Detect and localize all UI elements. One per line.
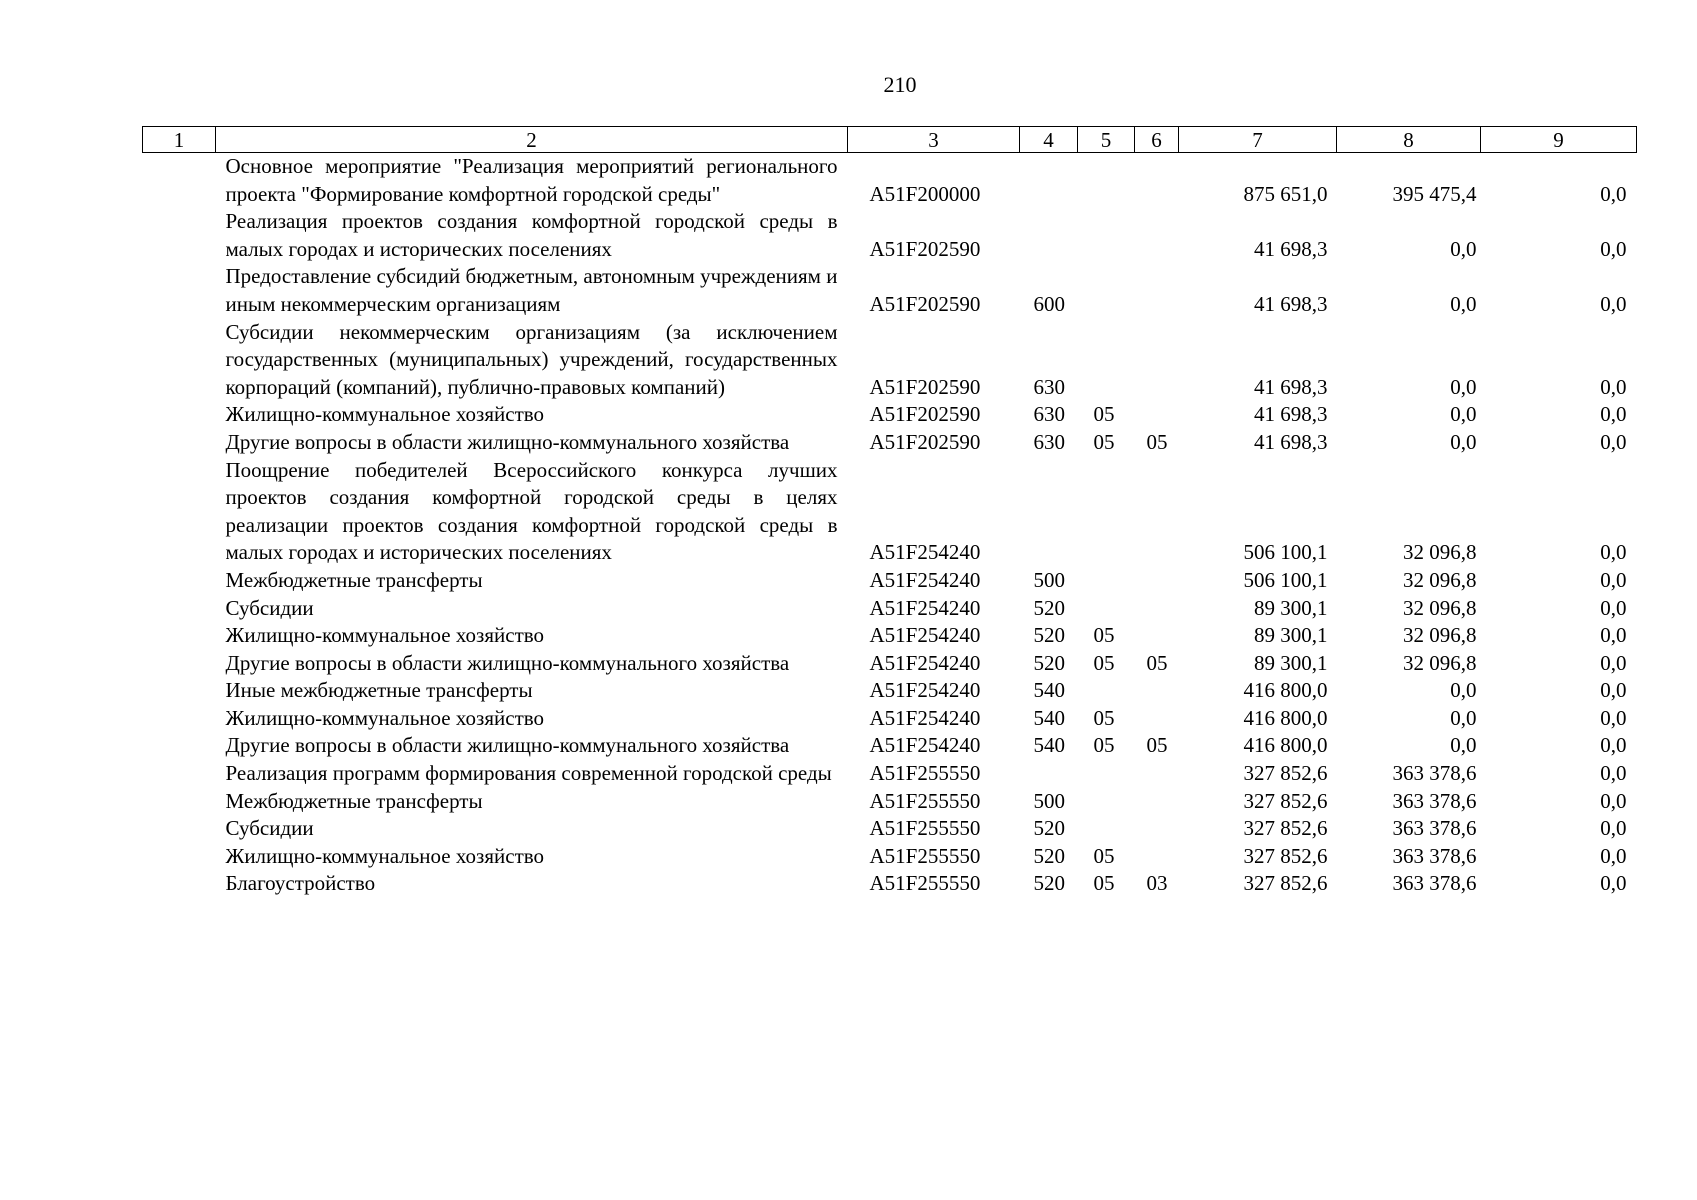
row-amount-2-cell: 0,0 bbox=[1450, 678, 1477, 703]
table-row bbox=[143, 153, 1637, 209]
row-name-cell: Основное мероприятие "Реализация мероприятий регионального проекта "Формирование комфортной городской среды" bbox=[225, 154, 838, 206]
row-code-cell: А51F254240 bbox=[869, 733, 981, 758]
row-code-cell: А51F254240 bbox=[869, 705, 981, 730]
row-amount-1-cell: 327 852,6 bbox=[1243, 816, 1328, 841]
row-name-cell: Реализация проектов создания комфортной городской среды в малых городах и исторических поселениях bbox=[225, 209, 838, 261]
row-amount-2-cell: 363 378,6 bbox=[1392, 816, 1477, 841]
row-amount-1-cell: 416 800,0 bbox=[1243, 678, 1328, 703]
row-name-cell: Жилищно-коммунальное хозяйство bbox=[225, 705, 545, 730]
row-vr-cell bbox=[1020, 208, 1078, 263]
row-code-cell: А51F202590 bbox=[869, 429, 981, 454]
row-index-cell bbox=[143, 622, 216, 650]
row-name-cell: Субсидии bbox=[225, 595, 314, 620]
row-index-cell bbox=[143, 705, 216, 733]
row-code-cell: А51F255550 bbox=[869, 816, 981, 841]
row-amount-2-cell: 32 096,8 bbox=[1403, 650, 1477, 675]
row-pr-cell: 05 bbox=[1146, 429, 1168, 454]
row-pr-cell bbox=[1135, 705, 1179, 733]
col-header-4: 4 bbox=[1020, 127, 1078, 153]
row-index-cell bbox=[143, 870, 216, 898]
row-name-cell: Межбюджетные трансферты bbox=[225, 567, 483, 592]
col-header-7: 7 bbox=[1179, 127, 1337, 153]
row-amount-2-cell: 0,0 bbox=[1450, 236, 1477, 261]
row-vr-cell bbox=[1020, 760, 1078, 788]
row-rz-cell bbox=[1078, 815, 1135, 843]
row-vr-cell bbox=[1020, 153, 1078, 209]
row-rz-cell bbox=[1078, 208, 1135, 263]
row-name-cell: Жилищно-коммунальное хозяйство bbox=[225, 623, 545, 648]
row-code-cell: А51F202590 bbox=[869, 402, 981, 427]
row-vr-cell: 630 bbox=[1033, 374, 1065, 399]
row-amount-1-cell: 41 698,3 bbox=[1254, 374, 1328, 399]
row-amount-2-cell: 32 096,8 bbox=[1403, 595, 1477, 620]
row-code-cell: А51F254240 bbox=[869, 623, 981, 648]
row-rz-cell: 05 bbox=[1093, 871, 1115, 896]
table-row bbox=[143, 567, 1637, 595]
row-pr-cell bbox=[1135, 788, 1179, 816]
row-vr-cell: 630 bbox=[1033, 429, 1065, 454]
row-rz-cell bbox=[1078, 567, 1135, 595]
row-name-cell: Жилищно-коммунальное хозяйство bbox=[225, 843, 545, 868]
col-header-8: 8 bbox=[1337, 127, 1481, 153]
table-row bbox=[143, 760, 1637, 788]
row-pr-cell bbox=[1135, 595, 1179, 623]
row-amount-1-cell: 416 800,0 bbox=[1243, 733, 1328, 758]
table-row bbox=[143, 677, 1637, 705]
row-code-cell: А51F200000 bbox=[869, 181, 981, 206]
row-amount-1-cell: 89 300,1 bbox=[1254, 650, 1328, 675]
row-amount-2-cell: 0,0 bbox=[1450, 429, 1477, 454]
row-code-cell: А51F202590 bbox=[869, 291, 981, 316]
row-amount-1-cell: 327 852,6 bbox=[1243, 871, 1328, 896]
row-pr-cell bbox=[1135, 677, 1179, 705]
row-amount-3-cell: 0,0 bbox=[1600, 540, 1627, 565]
table-row bbox=[143, 457, 1637, 567]
row-rz-cell: 05 bbox=[1093, 402, 1115, 427]
row-pr-cell bbox=[1135, 760, 1179, 788]
row-pr-cell bbox=[1135, 622, 1179, 650]
row-amount-3-cell: 0,0 bbox=[1600, 595, 1627, 620]
row-rz-cell bbox=[1078, 595, 1135, 623]
row-rz-cell bbox=[1078, 319, 1135, 402]
col-header-1: 1 bbox=[143, 127, 216, 153]
row-rz-cell bbox=[1078, 677, 1135, 705]
row-name-cell: Предоставление субсидий бюджетным, автономным учреждениям и иным некоммерческим организациям bbox=[225, 264, 838, 316]
row-amount-3-cell: 0,0 bbox=[1600, 678, 1627, 703]
row-index-cell bbox=[143, 732, 216, 760]
row-vr-cell: 540 bbox=[1033, 678, 1065, 703]
col-header-3: 3 bbox=[848, 127, 1020, 153]
row-code-cell: А51F254240 bbox=[869, 595, 981, 620]
row-code-cell: А51F254240 bbox=[869, 567, 981, 592]
row-amount-2-cell: 32 096,8 bbox=[1403, 540, 1477, 565]
row-pr-cell: 05 bbox=[1146, 650, 1168, 675]
row-index-cell bbox=[143, 567, 216, 595]
row-amount-3-cell: 0,0 bbox=[1600, 650, 1627, 675]
row-index-cell bbox=[143, 208, 216, 263]
row-pr-cell bbox=[1135, 457, 1179, 567]
row-amount-3-cell: 0,0 bbox=[1600, 788, 1627, 813]
row-pr-cell: 03 bbox=[1146, 871, 1168, 896]
row-amount-2-cell: 363 378,6 bbox=[1392, 761, 1477, 786]
row-amount-3-cell: 0,0 bbox=[1600, 291, 1627, 316]
col-header-6: 6 bbox=[1135, 127, 1179, 153]
row-amount-3-cell: 0,0 bbox=[1600, 843, 1627, 868]
row-amount-1-cell: 89 300,1 bbox=[1254, 595, 1328, 620]
row-amount-3-cell: 0,0 bbox=[1600, 374, 1627, 399]
row-index-cell bbox=[143, 677, 216, 705]
row-amount-3-cell: 0,0 bbox=[1600, 429, 1627, 454]
row-vr-cell: 540 bbox=[1033, 705, 1065, 730]
row-amount-3-cell: 0,0 bbox=[1600, 816, 1627, 841]
row-code-cell: А51F255550 bbox=[869, 761, 981, 786]
row-amount-2-cell: 363 378,6 bbox=[1392, 788, 1477, 813]
row-amount-3-cell: 0,0 bbox=[1600, 733, 1627, 758]
table-row bbox=[143, 319, 1637, 402]
table-row bbox=[143, 622, 1637, 650]
row-index-cell bbox=[143, 319, 216, 402]
row-amount-1-cell: 506 100,1 bbox=[1243, 567, 1328, 592]
table-row bbox=[143, 843, 1637, 871]
row-pr-cell bbox=[1135, 815, 1179, 843]
table-row bbox=[143, 705, 1637, 733]
row-rz-cell: 05 bbox=[1093, 429, 1115, 454]
row-index-cell bbox=[143, 457, 216, 567]
row-amount-2-cell: 0,0 bbox=[1450, 402, 1477, 427]
row-amount-1-cell: 327 852,6 bbox=[1243, 843, 1328, 868]
row-index-cell bbox=[143, 788, 216, 816]
row-amount-2-cell: 363 378,6 bbox=[1392, 871, 1477, 896]
col-header-9: 9 bbox=[1481, 127, 1637, 153]
row-name-cell: Субсидии bbox=[225, 816, 314, 841]
row-index-cell bbox=[143, 843, 216, 871]
row-amount-2-cell: 32 096,8 bbox=[1403, 567, 1477, 592]
row-amount-2-cell: 395 475,4 bbox=[1392, 181, 1477, 206]
row-code-cell: А51F255550 bbox=[869, 871, 981, 896]
row-rz-cell: 05 bbox=[1093, 650, 1115, 675]
row-name-cell: Межбюджетные трансферты bbox=[225, 788, 483, 813]
table-body bbox=[143, 153, 1637, 899]
row-vr-cell: 520 bbox=[1033, 843, 1065, 868]
row-amount-3-cell: 0,0 bbox=[1600, 402, 1627, 427]
row-name-cell: Другие вопросы в области жилищно-коммунального хозяйства bbox=[225, 429, 790, 454]
row-amount-1-cell: 41 698,3 bbox=[1254, 429, 1328, 454]
row-code-cell: А51F202590 bbox=[869, 236, 981, 261]
row-pr-cell bbox=[1135, 263, 1179, 318]
row-amount-1-cell: 41 698,3 bbox=[1254, 236, 1328, 261]
row-code-cell: А51F254240 bbox=[869, 540, 981, 565]
table-row bbox=[143, 429, 1637, 457]
row-amount-1-cell: 41 698,3 bbox=[1254, 291, 1328, 316]
table-row bbox=[143, 815, 1637, 843]
row-pr-cell bbox=[1135, 208, 1179, 263]
row-code-cell: А51F255550 bbox=[869, 843, 981, 868]
row-name-cell: Субсидии некоммерческим организациям (за исключением государственных (муниципальных) учреждений, государственных корпораций (компаний), публично-правовых компаний) bbox=[225, 319, 838, 399]
row-amount-2-cell: 0,0 bbox=[1450, 291, 1477, 316]
row-amount-1-cell: 416 800,0 bbox=[1243, 705, 1328, 730]
row-amount-3-cell: 0,0 bbox=[1600, 236, 1627, 261]
row-pr-cell: 05 bbox=[1146, 733, 1168, 758]
row-rz-cell bbox=[1078, 153, 1135, 209]
row-index-cell bbox=[143, 153, 216, 209]
row-code-cell: А51F202590 bbox=[869, 374, 981, 399]
row-pr-cell bbox=[1135, 153, 1179, 209]
row-amount-1-cell: 327 852,6 bbox=[1243, 761, 1328, 786]
row-amount-3-cell: 0,0 bbox=[1600, 871, 1627, 896]
row-amount-2-cell: 0,0 bbox=[1450, 705, 1477, 730]
row-vr-cell: 500 bbox=[1033, 567, 1065, 592]
row-code-cell: А51F255550 bbox=[869, 788, 981, 813]
table-row bbox=[143, 208, 1637, 263]
row-vr-cell: 520 bbox=[1033, 871, 1065, 896]
row-name-cell: Реализация программ формирования современной городской среды bbox=[225, 761, 832, 786]
row-rz-cell: 05 bbox=[1093, 705, 1115, 730]
row-name-cell: Поощрение победителей Всероссийского конкурса лучших проектов создания комфортной городской среды в целях реализации проектов создания комфортной городской среды в малых городах и исторических поселениях bbox=[225, 457, 838, 565]
row-rz-cell bbox=[1078, 263, 1135, 318]
row-amount-1-cell: 506 100,1 bbox=[1243, 540, 1328, 565]
row-amount-2-cell: 0,0 bbox=[1450, 733, 1477, 758]
budget-table bbox=[142, 126, 1637, 898]
row-name-cell: Иные межбюджетные трансферты bbox=[225, 678, 533, 703]
row-pr-cell bbox=[1135, 319, 1179, 402]
row-vr-cell: 520 bbox=[1033, 623, 1065, 648]
table-row bbox=[143, 263, 1637, 318]
table-row bbox=[143, 788, 1637, 816]
page-number: 210 bbox=[883, 72, 917, 97]
row-amount-3-cell: 0,0 bbox=[1600, 567, 1627, 592]
row-vr-cell: 630 bbox=[1033, 402, 1065, 427]
row-vr-cell: 520 bbox=[1033, 650, 1065, 675]
table-row bbox=[143, 401, 1637, 429]
row-index-cell bbox=[143, 760, 216, 788]
row-amount-2-cell: 363 378,6 bbox=[1392, 843, 1477, 868]
table-row bbox=[143, 870, 1637, 898]
row-amount-3-cell: 0,0 bbox=[1600, 705, 1627, 730]
row-index-cell bbox=[143, 650, 216, 678]
row-vr-cell: 520 bbox=[1033, 595, 1065, 620]
row-rz-cell bbox=[1078, 457, 1135, 567]
row-index-cell bbox=[143, 401, 216, 429]
row-index-cell bbox=[143, 429, 216, 457]
row-index-cell bbox=[143, 263, 216, 318]
row-pr-cell bbox=[1135, 401, 1179, 429]
row-code-cell: А51F254240 bbox=[869, 650, 981, 675]
row-name-cell: Другие вопросы в области жилищно-коммунального хозяйства bbox=[225, 650, 790, 675]
table-row bbox=[143, 650, 1637, 678]
row-vr-cell bbox=[1020, 457, 1078, 567]
row-amount-1-cell: 327 852,6 bbox=[1243, 788, 1328, 813]
row-rz-cell: 05 bbox=[1093, 733, 1115, 758]
row-pr-cell bbox=[1135, 843, 1179, 871]
row-rz-cell: 05 bbox=[1093, 623, 1115, 648]
row-index-cell bbox=[143, 815, 216, 843]
row-rz-cell bbox=[1078, 788, 1135, 816]
row-amount-1-cell: 875 651,0 bbox=[1243, 181, 1328, 206]
row-rz-cell: 05 bbox=[1093, 843, 1115, 868]
col-header-2: 2 bbox=[216, 127, 848, 153]
col-header-5: 5 bbox=[1078, 127, 1135, 153]
row-amount-2-cell: 32 096,8 bbox=[1403, 623, 1477, 648]
row-index-cell bbox=[143, 595, 216, 623]
row-name-cell: Другие вопросы в области жилищно-коммунального хозяйства bbox=[225, 733, 790, 758]
row-amount-1-cell: 89 300,1 bbox=[1254, 623, 1328, 648]
row-vr-cell: 500 bbox=[1033, 788, 1065, 813]
row-code-cell: А51F254240 bbox=[869, 678, 981, 703]
row-amount-3-cell: 0,0 bbox=[1600, 761, 1627, 786]
row-vr-cell: 520 bbox=[1033, 816, 1065, 841]
row-name-cell: Благоустройство bbox=[225, 871, 376, 896]
row-vr-cell: 540 bbox=[1033, 733, 1065, 758]
row-amount-3-cell: 0,0 bbox=[1600, 623, 1627, 648]
row-pr-cell bbox=[1135, 567, 1179, 595]
header-row bbox=[143, 127, 1637, 153]
row-amount-2-cell: 0,0 bbox=[1450, 374, 1477, 399]
row-name-cell: Жилищно-коммунальное хозяйство bbox=[225, 402, 545, 427]
row-amount-3-cell: 0,0 bbox=[1600, 181, 1627, 206]
row-rz-cell bbox=[1078, 760, 1135, 788]
row-vr-cell: 600 bbox=[1033, 291, 1065, 316]
table-row bbox=[143, 595, 1637, 623]
table-row bbox=[143, 732, 1637, 760]
row-amount-1-cell: 41 698,3 bbox=[1254, 402, 1328, 427]
